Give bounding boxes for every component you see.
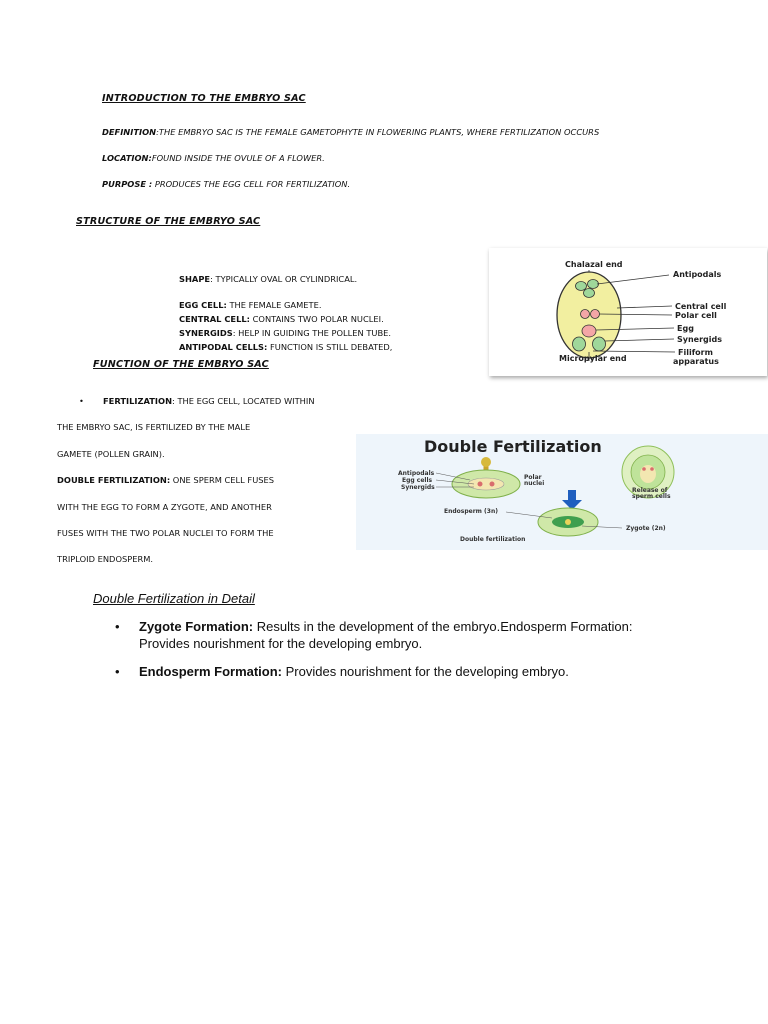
fertilization-line	[103, 396, 315, 406]
detail-bullet-1: •	[115, 619, 120, 634]
location-text: FOUND INSIDE THE OVULE OF A FLOWER.	[151, 153, 325, 163]
structure-heading: STRUCTURE OF THE EMBRYO SAC	[76, 216, 261, 227]
detail-bullet-2: •	[115, 664, 120, 679]
egg-cells-label: Egg cells	[402, 477, 433, 484]
double-fertilization-label: DOUBLE FERTILIZATION:	[57, 475, 171, 485]
release-label-2: sperm cells	[632, 493, 671, 500]
endosperm-formation-label: Endosperm Formation:	[139, 664, 283, 679]
shape-text: : TYPICALLY OVAL OR CYLINDRICAL.	[210, 274, 358, 284]
function-heading: FUNCTION OF THE EMBRYO SAC	[93, 359, 269, 370]
synergid-cell	[593, 337, 606, 351]
polar-nuclei-label-1: Polar	[524, 474, 542, 481]
antipodals-df-label: Antipodals	[398, 470, 435, 477]
synergids-diagram-label: Synergids	[677, 335, 722, 344]
antipodal-cell	[584, 289, 595, 298]
central-cell-diagram-label: Central cell	[675, 302, 727, 311]
double-fertilization-diagram	[356, 434, 768, 550]
central-cell-label: CENTRAL CELL:	[179, 314, 250, 324]
purpose-text: PRODUCES THE EGG CELL FOR FERTILIZATION.	[152, 179, 351, 189]
double-fertilization-caption: Double fertilization	[460, 536, 526, 543]
definition-label: DEFINITION	[102, 127, 157, 137]
filiform-label-1: Filiform	[678, 348, 713, 357]
function-line-3: GAMETE (POLLEN GRAIN).	[57, 449, 165, 459]
endosperm-formation-text: Provides nourishment for the developing embryo.	[282, 664, 569, 679]
synergids-label: SYNERGIDS	[179, 328, 233, 338]
micropylar-end-label: Micropylar end	[559, 354, 627, 363]
function-line-6: FUSES WITH THE TWO POLAR NUCLEI TO FORM THE	[57, 528, 274, 538]
synergids-text: : HELP IN GUIDING THE POLLEN TUBE.	[232, 328, 392, 338]
egg-cell	[582, 325, 596, 337]
polar-nuclei-label-2: nuclei	[524, 480, 545, 487]
filiform-label-2: apparatus	[673, 357, 719, 366]
synergids-line	[179, 328, 391, 338]
egg-cell-label: EGG CELL:	[179, 300, 227, 310]
shape-label: SHAPE	[179, 274, 211, 284]
antipodal-text: FUNCTION IS STILL DEBATED,	[267, 342, 393, 352]
antipodal-cell	[576, 282, 587, 291]
embryo-sac-diagram	[489, 248, 767, 376]
detail-heading: Double Fertilization in Detail	[93, 591, 255, 606]
zygote-label: Zygote (2n)	[626, 525, 666, 532]
antipodal-line	[179, 342, 392, 352]
function-line-5: WITH THE EGG TO FORM A ZYGOTE, AND ANOTHER	[57, 502, 272, 512]
double-fertilization-line	[57, 475, 274, 485]
double-fertilization-text: ONE SPERM CELL FUSES	[170, 475, 275, 485]
fertilization-text: : THE EGG CELL, LOCATED WITHIN	[172, 396, 315, 406]
antipodals-label: Antipodals	[673, 270, 722, 279]
polar-cell-label: Polar cell	[675, 311, 717, 320]
zygote-formation-item	[139, 619, 632, 634]
synergid-cell	[573, 337, 586, 351]
intro-heading: INTRODUCTION TO THE EMBRYO SAC	[102, 93, 306, 104]
fertilization-label: FERTILIZATION	[103, 396, 173, 406]
central-cell-line	[179, 314, 384, 324]
location-line	[102, 153, 325, 163]
purpose-label: PURPOSE :	[102, 179, 153, 189]
release-label-1: Release of	[632, 487, 668, 494]
synergids-df-label: Synergids	[401, 484, 435, 491]
purpose-line	[102, 179, 350, 189]
embryo-sac-figure	[489, 248, 767, 376]
zygote-formation-label: Zygote Formation:	[139, 619, 254, 634]
endosperm-label: Endosperm (3n)	[444, 508, 498, 515]
egg-cell-line	[179, 300, 321, 310]
definition-line	[102, 127, 599, 137]
double-fertilization-title: Double Fertilization	[424, 437, 602, 456]
function-line-7: TRIPLOID ENDOSPERM.	[57, 554, 154, 564]
chalazal-end-label: Chalazal end	[565, 260, 623, 269]
endosperm-formation-item	[139, 664, 569, 679]
shape-line	[179, 274, 357, 284]
polar-nucleus	[591, 310, 600, 319]
antipodal-label: ANTIPODAL CELLS:	[179, 342, 268, 352]
zygote-formation-text-2: Provides nourishment for the developing embryo.	[139, 636, 423, 651]
central-cell-text: CONTAINS TWO POLAR NUCLEI.	[250, 314, 384, 324]
definition-text: :THE EMBRYO SAC IS THE FEMALE GAMETOPHYTE IN FLOWERING PLANTS, WHERE FERTILIZATION OCCURS	[156, 127, 600, 137]
double-fertilization-figure	[356, 434, 768, 550]
antipodal-cell	[588, 280, 599, 289]
polar-nucleus	[581, 310, 590, 319]
egg-cell-text: THE FEMALE GAMETE.	[226, 300, 322, 310]
egg-diagram-label: Egg	[677, 324, 694, 333]
function-line-2: THE EMBRYO SAC, IS FERTILIZED BY THE MALE	[57, 422, 251, 432]
zygote-formation-text: Results in the development of the embryo.Endosperm Formation:	[253, 619, 633, 634]
function-bullet: •	[79, 396, 84, 406]
location-label: LOCATION:	[102, 153, 152, 163]
